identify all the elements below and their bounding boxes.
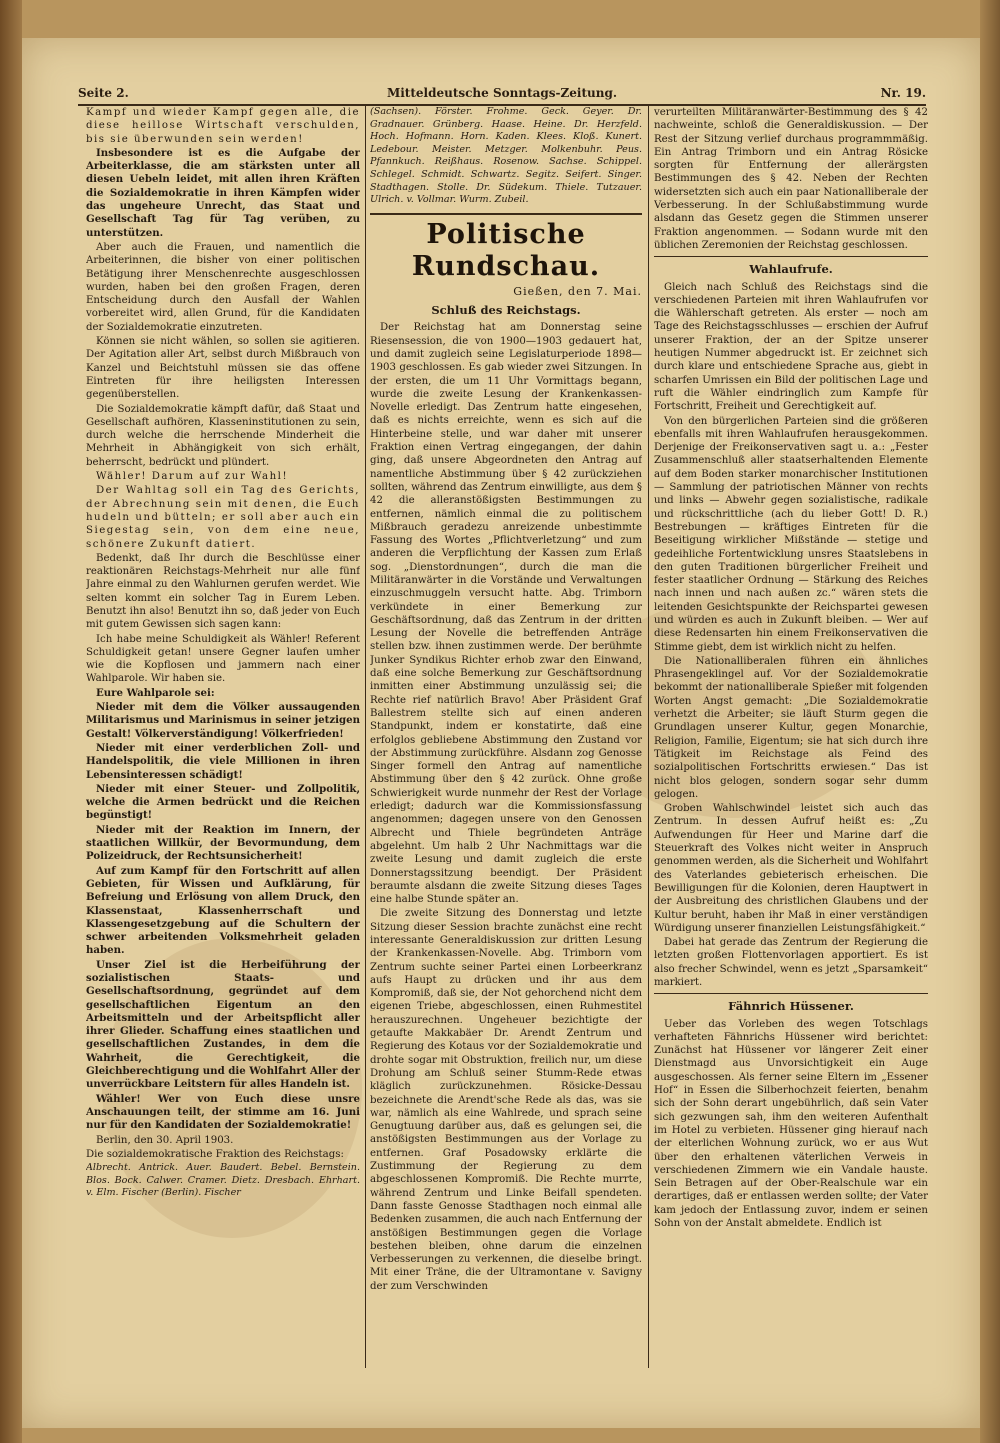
paragraph: Nieder mit einer verderblichen Zoll- und Handelspolitik, die viele Millionen in ihren Lebensinteressen schädigt! [86,741,360,781]
section-rule [654,256,928,257]
article-body [654,106,928,252]
paragraph: Groben Wahlschwindel leistet sich auch das Zentrum. In dessen Aufruf heißt es: „Zu Aufwendungen für Heer und Marine darf die Steuerkraft des Volkes nicht weiter in Anspruch genommen werden, als die Sicherheit und Wohlfahrt des Vaterlandes gebieterisch erheischen. Die Bewilligungen für die Kolonien, deren Hauptwert in der Ausbreitung des christlichen Glaubens und der Kultur beruht, haben ihr Maß in einer verständigen Würdigung unserer finanziellen Leistungsfähigkeit.“ [654,803,928,934]
paragraph: Albrecht. Antrick. Auer. Baudert. Bebel. Bernstein. Blos. Bock. Calwer. Cramer. Dietz. Dresbach. Ehrhart. v. Elm. Fischer (Berlin). Fischer [86,1162,360,1199]
article-headline: Wahlaufrufe. [749,262,833,277]
column-3 [654,106,928,1368]
paragraph: verurteilten Militäranwärter-Bestimmung des § 42 nachweinte, schloß die Generaldiskussion. — Der Rest der Sitzung verlief durchaus programmmäßig. Ein Antrag Trimborn und ein Antrag Rösicke sorgten für Entfernung der allerärgsten Bestimmungen des § 42. Neben der Rechten widersetzten sich auch ein paar Nationalliberale der Verbesserung. In der Schlußabstimmung wurde alsdann das Gesetz gegen die Stimmen unserer Fraktion angenommen. — Sodann wurde mit den üblichen Zeremonien der Reichstag geschlossen. [654,107,928,251]
paragraph: Nieder mit einer Steuer- und Zollpolitik, welche die Armen bedrückt und die Reichen begünstigt! [86,782,360,822]
page-number: Seite 2. [78,86,129,100]
masthead [78,86,926,102]
paragraph: Von den bürgerlichen Parteien sind die größeren ebenfalls mit ihren Wahlaufrufen herausgekommen. Derjenige der Freikonservativen sagt u. a.: „Fester Zusammenschluß aller staatserhaltenden Elemente auf dem Boden starker monarchischer Institutionen — Sammlung der patriotischen Männer von rechts und links — Abwehr gegen sozialistische, radikale und rückschrittliche (ach du lieber Gott! D. R.) Bestrebungen — kräftiges Eintreten für die Beseitigung wirklicher Mißstände — stetige und gedeihliche Fortentwicklung unsres Staatslebens in den guten Traditionen bürgerlicher Freiheit und fester staatlicher Ordnung — Stärkung des Reiches nach innen und nach außen zc.“ wären stets die leitenden Gesichtspunkte der Reichspartei gewesen und würden es auch in Zukunft bleiben. — Wer auf diese Redensarten hin einem Freikonservativen die Stimme giebt, dem ist wirklich nicht zu helfen. [654,415,928,653]
paragraph: Eure Wahlparole sei: [96,686,215,699]
paragraph: Ueber das Vorleben des wegen Totschlags verhafteten Fähnrichs Hüssener wird berichtet: Zunächst hat Hüssener vor längerer Zeit einer Dienstmagd aus Unvorsichtigkeit ein Auge ausgeschossen. Als ferner seine Eltern im „Essener Hof“ in Essen die Silberhochzeit feierten, benahm sich der Sohn derart ungebührlich, daß sein Vater sich gezwungen sah, ihm den weiteren Aufenthalt im Hotel zu verbieten. Hüssener ging hierauf nach der elterlichen Wohnung zurück, wo er aus Wut über den erhaltenen väterlichen Verweis in verschiedenen Zimmern wie ein Vandale hauste. Sein Betragen auf der Ober-Realschule war ein derartiges, daß er entlassen werden sollte; der Vater kam jedoch der Entlassung zuvor, indem er seinen Sohn von der Anstalt abmeldete. Endlich ist [654,1018,928,1230]
paragraph: Aber auch die Frauen, und namentlich die Arbeiterinnen, die bisher von einer politischen Betätigung ihrer Menschenrechte ausgeschlossen wurden, haben bei den großen Fragen, deren Entscheidung durch den Ausfall der Wahlen vorbereitet wird, allen Grund, für die Kandidaten der Sozialdemokratie einzutreten. [86,241,360,333]
signatories-list: (Sachsen). Förster. Frohme. Geck. Geyer. Dr. Gradnauer. Grünberg. Haase. Heine. Dr. Herzfeld. Hoch. Hofmann. Horn. Kaden. Klees. Kloß. Kunert. Ledebour. Meister. Metzger. Molkenbuhr. Peus. Pfannkuch. Reißhaus. Rosenow. Sachse. Schippel. Schlegel. Schmidt. Schwartz. Segitz. Seifert. Singer. Stadthagen. Stolle. Dr. Südekum. Thiele. Tutzauer. Ulrich. v. Vollmar. Wurm. Zubeil. [370,106,642,206]
article-headline: Schluß des Reichstags. [431,303,581,318]
column-2 [370,106,642,1368]
paragraph: Auf zum Kampf für den Fortschritt auf allen Gebieten, für Wissen und Aufklärung, für Befreiung und Erlösung von allem Druck, den Klassenstaat, Klassenherrschaft und Klassengesetzgebung auf die Schultern der schwer arbeitenden Volksmehrheit geladen haben. [86,864,360,957]
issue-number: Nr. 19. [880,86,926,100]
paragraph: Wähler! Wer von Euch diese unsre Anschauungen teilt, der stimme am 16. Juni nur für den Kandidaten der Sozialdemokratie! [86,1092,360,1132]
book-binding [0,0,22,1443]
dateline: Gießen, den 7. Mai. [513,284,642,298]
paragraph: Die Sozialdemokratie kämpft dafür, daß Staat und Gesellschaft aufhören, Klasseninstitutionen zu sein, durch welche die herrschende Minderheit die Mehrheit in Abhängigkeit von sich erhält, beherrscht, bedrückt und plündert. [86,403,360,468]
paragraph: Gleich nach Schluß des Reichstags sind die verschiedenen Parteien mit ihren Wahlaufrufen vor die Wählerschaft getreten. Als erster — noch am Tage des Reichstagsschlusses — erschien der Aufruf unserer Fraktion, der an der Spitze unserer heutigen Nummer abgedruckt ist. Er zeichnet sich durch klare und entschiedene Sprache aus, giebt in scharfen Umrissen ein Bild der politischen Lage und ruft die Wähler eindringlich zum Kampfe für Fortschritt, Freiheit und Gerechtigkeit auf. [654,281,928,413]
article-headline: Fähnrich Hüssener. [728,999,854,1014]
article-body [654,1018,928,1231]
section-headline: Politische Rundschau. [370,213,642,283]
paragraph: Nieder mit der Reaktion im Innern, der staatlichen Willkür, der Bevormundung, dem Polizeidruck, der Rechtsunsicherheit! [86,823,360,863]
paragraph: Die sozialdemokratische Fraktion des Reichstags: [86,1148,344,1160]
article-body [370,321,642,1293]
paragraph: Insbesondere ist es die Aufgabe der Arbeiterklasse, die am stärksten unter all diesen Uebeln leidet, mit allen ihren Kräften die Sozialdemokratie in ihren Kämpfen wider das ungeheure Unrecht, das Staat und Gesellschaft Tag für Tag verüben, zu unterstützen. [86,146,360,239]
newspaper-title: Mitteldeutsche Sonntags-Zeitung. [386,86,618,100]
paragraph: Der Reichstag hat am Donnerstag seine Riesensession, die von 1900—1903 gedauert hat, und damit zugleich seine Legislaturperiode 1898—1903 geschlossen. Es gab wieder zwei Sitzungen. In der ersten, die um 11 Uhr Vormittags begann, wurde die zweite Lesung der Krankenkassen-Novelle erledigt. Das Zentrum hatte eingesehen, daß es nichts erreichte, wenn es sich auf die Hinterbeine stelle, und war daher mit unserer Fraktion einen Vertrag eingegangen, der dahin ging, daß unsere Abgeordneten den Antrag auf namentliche Abstimmung über § 42 zurückziehen sollten, während das Zentrum einwilligte, aus dem § 42 die alleranstößigsten Bestimmungen zu entfernen, nämlich einmal die zu politischem Mißbrauch geradezu anreizende unbestimmte Fassung des Wortes „Pflichtverletzung“ und zum anderen die Verpflichtung der Kassen zum Erlaß sog. „Dienstordnungen“, durch die man die Militäranwärter in die Vorstände und Verwaltungen einzuschmuggeln versucht hatte. Abg. Trimborn verkündete in einer Bemerkung zur Geschäftsordnung, daß das Zentrum in der dritten Lesung der Novelle die betreffenden Anträge stellen bzw. ihnen zustimmen werde. Der berühmte Junker Syndikus Richter erhob zwar den Einwand, daß eine solche Bemerkung zur Geschäftsordnung inmitten einer Abstimmung unzulässig sei; die Rechte rief natürlich Bravo! Aber Präsident Graf Ballestrem stellte sich auf einen anderen Standpunkt, indem er konstatirte, daß eine erfolglos gebliebene Abstimmung den Zustand vor der Abstimmung zurückführe. Alsdann zog Genosse Singer formell den Antrag auf namentliche Abstimmung über den § 42 zurück. Ohne große Schwierigkeit wurde nunmehr der Rest der Vorlage erledigt; dadurch war die Kommissionsfassung angenommen; dagegen unsere von den Genossen Albrecht und Thiele begründeten Anträge abgelehnt. Um halb 2 Uhr Nachmittags war die zweite Lesung und damit zugleich die erste Donnerstagssitzung beendigt. Der Präsident beraumte alsdann die zweite Sitzung dieses Tages eine halbe Stunde später an. [370,322,642,906]
paragraph: Bedenkt, daß Ihr durch die Beschlüsse einer reaktionären Reichstags-Mehrheit nur alle fünf Jahre einmal zu den Wahlurnen gerufen werdet. Wie selten kommt ein solcher Tag in Eurem Leben. Benutzt ihn also! Benutzt ihn so, daß jeder von Euch mit gutem Gewissen sich sagen kann: [86,552,360,631]
column-rule [648,106,649,1368]
section-rule [654,993,928,994]
paragraph: Die Nationalliberalen führen ein ähnliches Phrasengeklingel auf. Vor der Sozialdemokratie bekommt der nationalliberale Spießer mit folgenden Worten Angst gemacht: „Die Sozialdemokratie verhetzt die Arbeiter; sie läuft Sturm gegen die Grundlagen unserer Kultur, gegen Monarchie, Religion, Familie, Eigentum; sie hat sich durch ihre Tätigkeit im Reichstage als Feind des sozialpolitischen Fortschritts erwiesen.“ Das ist nicht blos gelogen, sondern sogar sehr dumm gelogen. [654,655,928,800]
paragraph: Nieder mit dem die Völker aussaugenden Militarismus und Marinismus in seiner jetzigen Gestalt! Völkerverständigung! Völkerfrieden! [86,701,360,740]
paragraph: Können sie nicht wählen, so sollen sie agitieren. Der Agitation aller Art, selbst durch Mißbrauch von Kanzel und Beichtstuhl müssen sie das offene Eintreten für ihre heiligsten Interessen gegenüberstellen. [86,336,360,401]
paragraph: Dabei hat gerade das Zentrum der Regierung die letzten großen Flottenvorlagen apportiert. Es ist also frecher Schwindel, wenn es jetzt „Sparsamkeit“ markiert. [654,937,928,988]
column-1 [86,106,360,1368]
paragraph: Kampf und wieder Kampf gegen alle, die diese heillose Wirtschaft verschulden, bis sie überwunden sein werden! [86,107,360,145]
paragraph: Wähler! Darum auf zur Wahl! [96,471,289,483]
paragraph: Die zweite Sitzung des Donnerstag und letzte Sitzung dieser Session brachte zunächst eine recht interessante Generaldiskussion zur dritten Lesung der Krankenkassen-Novelle. Abg. Trimborn vom Zentrum suchte seiner Partei einen Lorbeerkranz aufs Haupt zu drücken und ihr aus dem Kompromiß, daß sie, der Not gehorchend nicht dem eigenen Triebe, abgeschlossen, einen Ruhmestitel herauszurechnen. Ungeheuer bezichtigte der getaufte Makkabäer Dr. Arendt Zentrum und Regierung des Kotaus vor der Sozialdemokratie und drohte sogar mit Obstruktion, freilich nur, um diese Drohung am Schluß seiner Stumm-Rede etwas kläglich zurückzunehmen. Rösicke-Dessau bezeichnete die Arendt'sche Rede als das, was sie war, nämlich als eine Wahlrede, und sprach seine Genugtuung darüber aus, daß es gelungen sei, die anstößigsten Bestimmungen aus der Vorlage zu entfernen. Graf Posadowsky erklärte die Zustimmung der Regierung zu dem abgeschlossenen Kompromiß. Die Rechte murrte, während Zentrum und Linke Beifall spendeten. Dann fasste Genosse Stadthagen noch einmal alle Bedenken zusammen, die auch nach Entfernung der anstößigen Bestimmungen gegen die Vorlage bestehen bleiben, ohne darum die einzelnen Verbesserungen zu verkennen, die dieselbe bringt. Mit einer Träne, die der Ultramontane v. Savigny der zum Verschwinden [370,908,642,1292]
paragraph: Unser Ziel ist die Herbeiführung der sozialistischen Staats- und Gesellschaftsordnung, gegründet auf dem gesellschaftlichen Eigentum an den Arbeitsmitteln und der Arbeitspflicht aller ihrer Glieder. Schaffung eines staatlichen und gesellschaftlichen Zustandes, in dem die Wahrheit, die Gerechtigkeit, die Gleichberechtigung und die Wohlfahrt Aller der unverrückbare Leitstern für alles Handeln ist. [86,958,360,1091]
paragraph: Der Wahltag soll ein Tag des Gerichts, der Abrechnung sein mit denen, die Euch hudeln und bütteln; er soll aber auch ein Siegestag sein, von dem eine neue, schönere Zukunft datiert. [86,485,360,550]
paragraph: Ich habe meine Schuldigkeit als Wähler! Referent Schuldigkeit getan! unsere Gegner laufen umher wie die Kopflosen und jammern nach einer Wahlparole. Wir haben sie. [86,633,360,685]
paragraph: Berlin, den 30. April 1903. [96,1134,234,1146]
column-rule [365,106,366,1368]
page-edge [980,0,1000,1443]
article-body [654,281,928,990]
